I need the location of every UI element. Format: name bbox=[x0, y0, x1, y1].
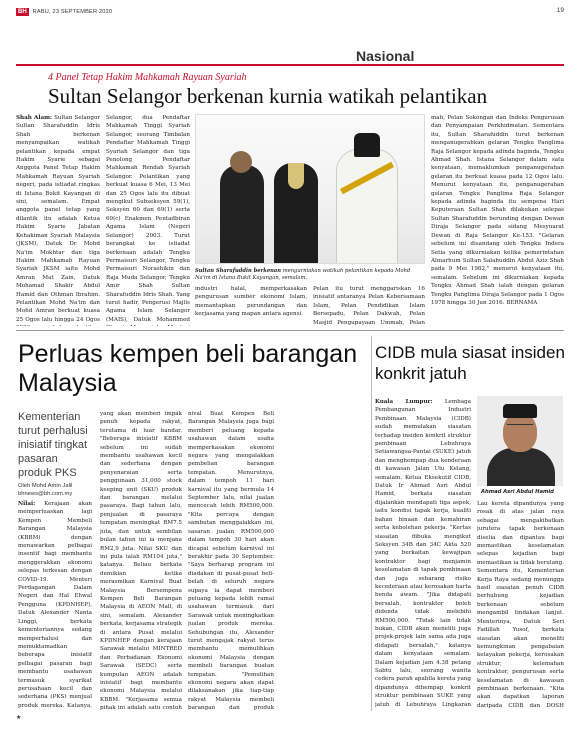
story1-kicker: 4 Panel Tetap Hakim Mahkamah Rayuan Syariah bbox=[48, 72, 247, 83]
portrait-body bbox=[487, 448, 555, 486]
story-divider bbox=[16, 330, 564, 331]
masthead-bar bbox=[16, 6, 564, 18]
story3-column-1 bbox=[375, 398, 471, 710]
story2-column-1 bbox=[18, 500, 92, 710]
story2-byline-name: Oleh Mohd Amin Jalil bbox=[18, 483, 73, 489]
page-number: 19 bbox=[556, 7, 564, 14]
story1-col2-text: Selangor, dua Pendaftar Mahkamah Tinggi Syariah Selangor, seorang Timbalan Pendaftar Mahkamah Tinggi Syariah Selangor dan tiga Penolong Pendaftar Mahkamah Rendah Syariah Selangor. Pelantikan yang berkuat kuasa 6 Mei, 13 Mei dan 25 Ogos lalu itu dibuat mengikut Subseksyen 59(1), Seksyen 60 dan 69(1) serta 69(c) Enakmen Pentadbiran Agama Islam (Negeri Selangor) 2003. Turut berangkat ke istiadat berkenaan adalah Tengku Permaisuri Selangor, Tengku Permaisuri Norashikin dan Raja Muda Selangor, Tengku Amir Shah Sultan Sharafuddin Idris Shah. Yang turut hadir, Pengerusi Majlis Agama Islam Selangor (MAIS), Datuk Mohammed bbox=[106, 115, 190, 323]
story2-col3-text: nival Buat Kempen Beli Barangan Malaysia juga bagi memberi peluang kepada usahawan dalam usaha memperkasakan ekonomi negara yang mengalakkan pembelian barangan tempatan. Menurutnya, dalam tempoh 11 hari karnival itu yang bermula 14 September lalu, nilai jualan mencecah lebih RM500,000. "Kita percaya dengan sambutan menggalakkan ini, sasaran jualan RM500,000 dalam tempoh 30 hari akan dicapai sebelum karnival ini berakhir pada 30 September. "Saya berharap program ini diadakan di pusat-pusat beli-belah di seluruh negara supaya ia dapat memberi peluang kepada lebih ramai usahawan termasuk dari Sarawak untuk meningkatkan jualan produk mereka. Sehubungan itu, Alexander turut mengajak rakyat terus membantu memulihkan ekonomi Malaysia dengan membeli barangan buatan tempatan. "Pemulihan ekonomi negara akan dapat dilaksanakan jika tiap-tiap rakyat Malaysia membeli barangan dan produk bbox=[188, 411, 274, 710]
story1-caption-text: mengurniakan watikah pelantikan kepada Mohd Na'im di Istana Bukit Kayangan, semalam. bbox=[195, 268, 411, 281]
story2-deck: Kementerian turut perhalusi inisiatif tingkat pasaran produk PKS bbox=[18, 411, 88, 479]
story3-column-2 bbox=[477, 500, 564, 710]
story1-col1-text: Sultan Selangor Sultan Sharafuddin Idris Shah berkenan menyampaikan watikah pelantikan kepada empat Hakim Syarie sebagai Anggota Panel Tetap Hakim Mahkamah Rayuan Syariah negeri, pada istiadat ringkas di Istana Bukit Kayangan di sini, semalam. Empat anggota panel tetap yang dilantik itu adalah Ketua Hakim Syarie Jabatan Kehakiman Syariah Malaysia (JKSM), Datuk Dr Mohd Na'im Mokhtar dan tiga Hakim Mahkamah Rayuan Syariah JKSM iaitu Mohd Amran Mat Zain, Datuk Mohamad Shakir Abdul Hamid dan Othman Ibrahim. Pelantikan Mohd Na'im dan Mohd Amran berkuat kuasa 25 Ogos lalu hingga 24 Ogos bbox=[16, 115, 100, 323]
footer-star-icon: ★ bbox=[16, 714, 22, 721]
story1-column-3a bbox=[195, 285, 307, 327]
story2-dateline: Nilai: bbox=[18, 501, 36, 507]
portrait-glasses bbox=[507, 424, 533, 429]
story1-column-1 bbox=[16, 114, 100, 326]
story1-col3a-text: industri halal, memperkasakan pengurusan sumber ekonomi Islam, memantapkan perundangan dan kerjasama yang mapan antara agensi. bbox=[195, 286, 307, 318]
story2-column-2 bbox=[100, 410, 182, 710]
story2-byline bbox=[18, 482, 92, 498]
story1-photo bbox=[195, 114, 425, 264]
story1-column-4 bbox=[431, 114, 564, 326]
photo-figure-left-head bbox=[230, 151, 252, 173]
story3-col1-text: Lembaga Pembangunan Industri Pembinaan Malaysia (CIDB) sudah memulakan siasatan terhadap insiden konkrit struktur pembinaan Lebuhraya Setiawangsa-Pantai (SUKE) jatuh dan menghempap dua kenderaan di kawasan Jalan Ulu Kelang, semalam. Ketua Eksekutif CIDB, Datuk Ir Ahmad Asri Abdul Hamid, berkata siasatan dijalankan mendapati tiga aspek, iaitu kondisi tapak kerja, kualiti bahan binaan dan kemahiran serta kebolehan pekerja. "Kertas siasatan dibuka mengikut Seksyen 34B dan 34C Akta 520 yang berkaitan kewajipan kontraktor bagi menjamin keselamatan di tapak pembinaan dan juga sebarang risiko kecederaan atau kerosakan harta benda awam. "Jika didapati bersalah, kontraktor boleh didenda tidak melebihi RM500,000. "Tidak lain tidak bukan, CIDB akan meneliti juga projek-projek lain sama ada juga didapati bersalah," katanya dalam kenyataan semalam. Dalam kejadian jam 4.38 petang Sabtu lalu, seorang wanita cedera parah apabila kereta yang dipandunya dihempap konkrit struktur pembinaan SUKE yang jatuh di Lebuhraya Lingkaran bbox=[375, 399, 471, 708]
story2-byline-email: bhnews@bh.com.my bbox=[18, 491, 73, 497]
section-label: Nasional bbox=[356, 48, 415, 64]
column-divider bbox=[371, 336, 372, 711]
story3-caption: Ahmad Asri Abdul Hamid bbox=[481, 489, 554, 495]
section-rule bbox=[16, 64, 564, 66]
story1-col3b-text: Pelan itu turut menggariskan 16 inisiatif antaranya Pelan Kebersamaan Islam, Pelan Pendidikan Islam Bersepadu, Pelan Dakwah, Pelan Masjid Pengupayaan Ummah, Pelan bbox=[313, 286, 425, 326]
photo-figure-middle-collar bbox=[288, 163, 304, 189]
portrait-face bbox=[503, 412, 537, 452]
story1-headline: Sultan Selangor berkenan kurnia watikah pelantikan bbox=[48, 84, 488, 108]
story1-column-2 bbox=[106, 114, 190, 326]
story3-portrait bbox=[477, 396, 563, 486]
photo-figure-left bbox=[220, 165, 264, 264]
story1-caption bbox=[195, 268, 425, 282]
story3-headline: CIDB mula siasat insiden konkrit jatuh bbox=[375, 343, 565, 383]
story2-column-3 bbox=[188, 410, 274, 710]
issue-date: RABU, 23 SEPTEMBER 2020 bbox=[32, 9, 113, 15]
story2-headline: Perluas kempen beli barangan Malaysia bbox=[18, 340, 358, 397]
story1-col4-text: mah, Pelan Sokongan dan Indeks Pengurusan dan Penyampaian Perkhidmatan. Sementara itu, Sultan Sharafuddin turut berkenan menganugerahkan gelaran Tengku Panglima Raja Selangor kepada adinda baginda, Tengku Ahmad Shah. Istana Selangor dalam satu kenyataan, memaklumkan penganugerahan gelaran itu berkuat kuasa pada 12 Ogos lalu. Menurut kenyataan itu, penganugerahan gelaran Tengku Panglima Raja Selangor kepada adinda baginda itu sempena Hari Keputeraan Sultan Shah dilakukan selepas Sultan Sharafuddin berunding dengan Dewan Diraja Selangor pada sidang Mesyuarat Dewan di Raja Selangor Ke-153. "Gelaran sebelum ini disandang oleh Tengku Indera Setia yang dikurniakan kelika pemerintahan Almarhum Sultan Salahuddin Abdul Aziz Shah pada 9 Mei 1982," menurut kenyataan itu, semalam. Sebelum ini dikurniakan kepada Tengku Ahmad Shah ialah dengan gelaran Tengku Panglima Diraja Selangor pada 1 Ogos 1978 hingga 30 Jun 2016. BERNAMA bbox=[431, 115, 564, 306]
story2-col2-text: yang akan memberi impak penuh kepada rakyat, terutama di luar bandar. "Beberapa inisiatif KBBM sebelum ini sudah membantu usahawan kecil dan sederhana dengan penyenaraian serta penggunaan 31,000 stock keeping unit (SKU) produk dan barangan melalui pasaraya. Bagi tahun lalu, penjualan di pasaraya tempatan meningkat RM7.5 juta, dan untuk sembilan bulan tahun ini ia menjana RM2,9 juta. Nilai SKU dan ini pula ialah RM104 juta," katanya. Beliau berkata demikian ketika merasmikan Karnival Buat Malaysia Bersempena Kempen Beli Barangan Malaysia di AEON Mall, di sini, semalam. Alexander berkata, kerjasama strategik di antara Pusat melalui KPDNHEP dengan kerajaan Sarawak melalui MINTRED dan Perbadanan Ekonomi Sarawak (SEDC) serta kumpulan AEON adalah inisiatif bagi membantu ekonomi Malaysia melalui KBBM. "Kerjasama semua pihak ini adalah satu contoh bbox=[100, 411, 182, 710]
portrait-cap bbox=[503, 404, 537, 418]
story3-col2-text: Lau kereta dipandunya yang rosak di atas jalan raya sebagai mengakibatkan jurutera tapak berkenaan diselia dan dipantau bagi memastikan keselamatan selepas kejadian bagi memastikan ia tidak berulang. Sementara itu, Kementerian Kerja Raya sedang menunggu hasil siasatan penuh CIDB berhubung kejadian berkenaan sebelum mengambil tindakan lanjut. Menterinya, Datuk Seri Fadillah Yusof, berkata siasatan akan meneliti kemungkinan pengabaian kelayakan pekerja, kerosakan struktur, kelemahan kontraktor, pengurusan serta keselamatan di kawasan pembinaan berkenaan. "Kita akan dapatkan laporan daripada CIDB dan DOSH bbox=[477, 501, 564, 709]
publication-logo: BH bbox=[18, 9, 27, 15]
story1-caption-name: Sultan Sharafuddin berkenan bbox=[195, 268, 282, 274]
story1-dateline: Shah Alam: bbox=[16, 115, 53, 121]
story1-column-3b bbox=[313, 285, 425, 327]
story2-col1-text: Kerajaan akan memperluaskan lagi Kempen Membeli Barangan Malaysia (KBBM) dengan menawarkan pelbagai insentif bagi membantu menggerakkan ekonomi selepas terkesan dengan COVID-19. Menteri Perdagangan Dalam Negeri dan Hal Ehwal Pengguna (KPDNHEP), Datuk Alexander Nanta Linggi, berkata kementeriannya sedang memperhalusi dan memuktamadkan beberapa inisiatif pelbagai pasaran bagi membantu usahawan termasuk syarikat perusahaan kecil dan sederhana (PKS) menjual produk mereka. Katanya, bbox=[18, 501, 92, 709]
story3-dateline: Kuala Lumpur: bbox=[375, 399, 433, 405]
photo-figure-sultan-headdress bbox=[354, 133, 380, 157]
